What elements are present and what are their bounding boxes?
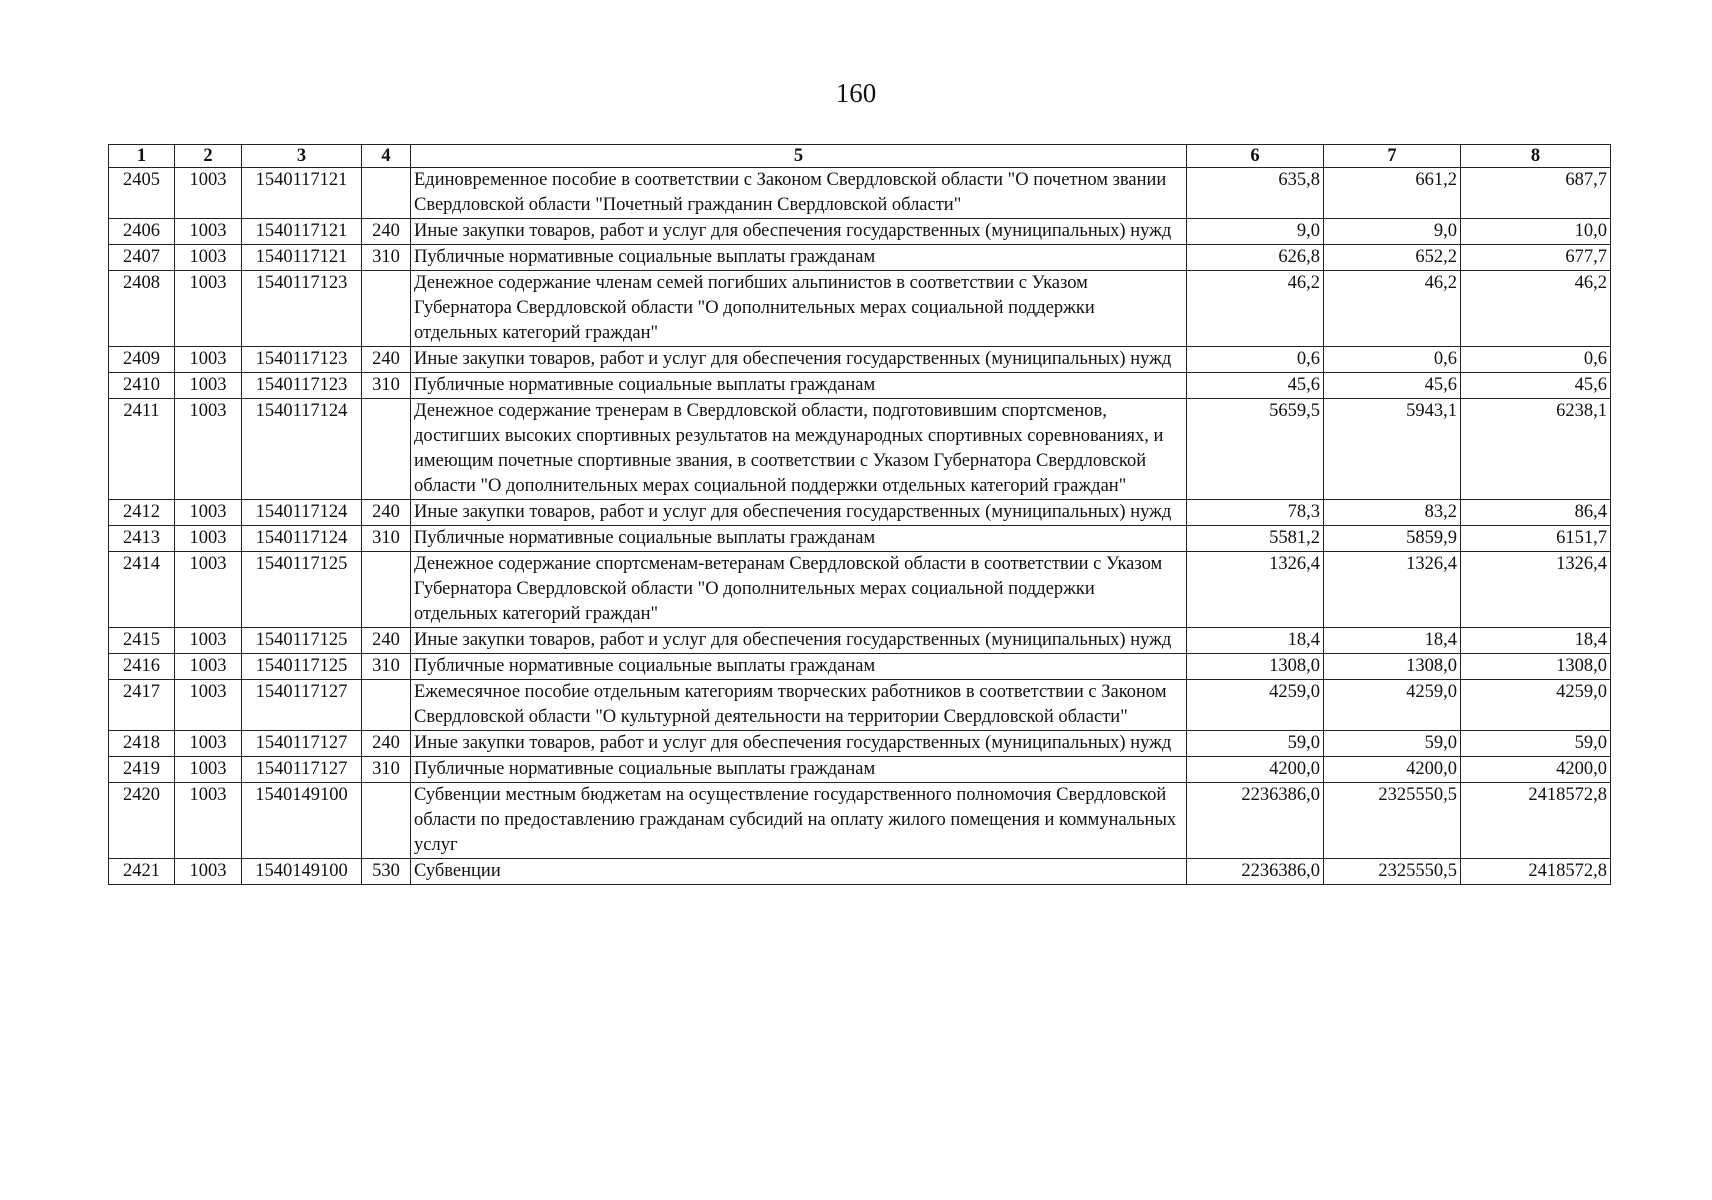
expense-type-code xyxy=(362,552,411,628)
target-code: 1540117124 xyxy=(242,500,362,526)
section-code: 1003 xyxy=(175,399,242,500)
section-code: 1003 xyxy=(175,859,242,885)
section-code: 1003 xyxy=(175,654,242,680)
expense-type-code xyxy=(362,271,411,347)
amount-col-6: 1326,4 xyxy=(1187,552,1324,628)
amount-col-6: 635,8 xyxy=(1187,168,1324,219)
row-number: 2419 xyxy=(109,757,175,783)
table-row xyxy=(109,245,1611,271)
target-code: 1540117123 xyxy=(242,347,362,373)
table-row xyxy=(109,859,1611,885)
amount-col-6: 2236386,0 xyxy=(1187,783,1324,859)
expense-type-code: 240 xyxy=(362,219,411,245)
row-description: Иные закупки товаров, работ и услуг для обеспечения государственных (муниципальных) нужд xyxy=(411,731,1187,757)
expense-type-code: 310 xyxy=(362,757,411,783)
row-number: 2406 xyxy=(109,219,175,245)
column-header: 7 xyxy=(1324,145,1461,168)
section-code: 1003 xyxy=(175,552,242,628)
amount-col-8: 45,6 xyxy=(1461,373,1611,399)
row-description: Публичные нормативные социальные выплаты гражданам xyxy=(411,245,1187,271)
expense-type-code xyxy=(362,399,411,500)
amount-col-8: 2418572,8 xyxy=(1461,783,1611,859)
expense-type-code: 240 xyxy=(362,628,411,654)
table-row xyxy=(109,783,1611,859)
amount-col-8: 6151,7 xyxy=(1461,526,1611,552)
target-code: 1540117123 xyxy=(242,271,362,347)
column-header: 2 xyxy=(175,145,242,168)
amount-col-6: 626,8 xyxy=(1187,245,1324,271)
amount-col-6: 2236386,0 xyxy=(1187,859,1324,885)
target-code: 1540117121 xyxy=(242,168,362,219)
section-code: 1003 xyxy=(175,500,242,526)
section-code: 1003 xyxy=(175,347,242,373)
amount-col-6: 5659,5 xyxy=(1187,399,1324,500)
amount-col-8: 687,7 xyxy=(1461,168,1611,219)
amount-col-8: 2418572,8 xyxy=(1461,859,1611,885)
target-code: 1540117121 xyxy=(242,245,362,271)
target-code: 1540117127 xyxy=(242,757,362,783)
amount-col-7: 4200,0 xyxy=(1324,757,1461,783)
amount-col-7: 1326,4 xyxy=(1324,552,1461,628)
section-code: 1003 xyxy=(175,783,242,859)
amount-col-6: 5581,2 xyxy=(1187,526,1324,552)
section-code: 1003 xyxy=(175,757,242,783)
row-number: 2407 xyxy=(109,245,175,271)
amount-col-8: 6238,1 xyxy=(1461,399,1611,500)
expense-type-code: 240 xyxy=(362,731,411,757)
column-header: 5 xyxy=(411,145,1187,168)
column-header: 6 xyxy=(1187,145,1324,168)
amount-col-8: 46,2 xyxy=(1461,271,1611,347)
table-row xyxy=(109,552,1611,628)
row-description: Публичные нормативные социальные выплаты гражданам xyxy=(411,373,1187,399)
amount-col-7: 59,0 xyxy=(1324,731,1461,757)
amount-col-6: 45,6 xyxy=(1187,373,1324,399)
section-code: 1003 xyxy=(175,245,242,271)
amount-col-7: 2325550,5 xyxy=(1324,783,1461,859)
table-row xyxy=(109,526,1611,552)
row-description: Иные закупки товаров, работ и услуг для обеспечения государственных (муниципальных) нужд xyxy=(411,500,1187,526)
target-code: 1540149100 xyxy=(242,783,362,859)
table-header-row xyxy=(109,145,1611,168)
row-number: 2405 xyxy=(109,168,175,219)
row-description: Иные закупки товаров, работ и услуг для обеспечения государственных (муниципальных) нужд xyxy=(411,219,1187,245)
row-number: 2417 xyxy=(109,680,175,731)
table-row xyxy=(109,347,1611,373)
row-description: Субвенции местным бюджетам на осуществление государственного полномочия Свердловской области по предоставлению гражданам субсидий на оплату жилого помещения и коммунальных услуг xyxy=(411,783,1187,859)
amount-col-8: 1308,0 xyxy=(1461,654,1611,680)
row-number: 2414 xyxy=(109,552,175,628)
amount-col-8: 86,4 xyxy=(1461,500,1611,526)
target-code: 1540117127 xyxy=(242,731,362,757)
table-row xyxy=(109,500,1611,526)
target-code: 1540117124 xyxy=(242,526,362,552)
row-description: Денежное содержание спортсменам-ветеранам Свердловской области в соответствии с Указом Губернатора Свердловской области "О дополнительных мерах социальной поддержки отдельных категорий граждан" xyxy=(411,552,1187,628)
amount-col-6: 4200,0 xyxy=(1187,757,1324,783)
amount-col-7: 46,2 xyxy=(1324,271,1461,347)
column-header: 8 xyxy=(1461,145,1611,168)
section-code: 1003 xyxy=(175,373,242,399)
row-description: Денежное содержание тренерам в Свердловской области, подготовившим спортсменов, достигших высоких спортивных результатов на международных спортивных соревнованиях, и имеющим почетные спортивные звания, в соответствии с Указом Губернатора Свердловской области "О дополнительных мерах социальной поддержки отдельных категорий граждан" xyxy=(411,399,1187,500)
amount-col-6: 78,3 xyxy=(1187,500,1324,526)
row-description: Денежное содержание членам семей погибших альпинистов в соответствии с Указом Губернатора Свердловской области "О дополнительных мерах социальной поддержки отдельных категорий граждан" xyxy=(411,271,1187,347)
row-number: 2408 xyxy=(109,271,175,347)
amount-col-8: 59,0 xyxy=(1461,731,1611,757)
row-number: 2421 xyxy=(109,859,175,885)
amount-col-7: 5859,9 xyxy=(1324,526,1461,552)
amount-col-6: 59,0 xyxy=(1187,731,1324,757)
table-row xyxy=(109,168,1611,219)
amount-col-8: 4200,0 xyxy=(1461,757,1611,783)
amount-col-7: 2325550,5 xyxy=(1324,859,1461,885)
section-code: 1003 xyxy=(175,680,242,731)
row-number: 2410 xyxy=(109,373,175,399)
amount-col-8: 18,4 xyxy=(1461,628,1611,654)
section-code: 1003 xyxy=(175,219,242,245)
row-description: Единовременное пособие в соответствии с Законом Свердловской области "О почетном звании Свердловской области "Почетный гражданин Свердловской области" xyxy=(411,168,1187,219)
amount-col-7: 0,6 xyxy=(1324,347,1461,373)
target-code: 1540149100 xyxy=(242,859,362,885)
section-code: 1003 xyxy=(175,271,242,347)
column-header: 4 xyxy=(362,145,411,168)
amount-col-8: 10,0 xyxy=(1461,219,1611,245)
amount-col-7: 5943,1 xyxy=(1324,399,1461,500)
target-code: 1540117125 xyxy=(242,654,362,680)
amount-col-7: 1308,0 xyxy=(1324,654,1461,680)
section-code: 1003 xyxy=(175,168,242,219)
expense-type-code xyxy=(362,783,411,859)
target-code: 1540117125 xyxy=(242,628,362,654)
amount-col-6: 18,4 xyxy=(1187,628,1324,654)
row-description: Иные закупки товаров, работ и услуг для обеспечения государственных (муниципальных) нужд xyxy=(411,347,1187,373)
page-number: 160 xyxy=(835,78,877,108)
row-description: Публичные нормативные социальные выплаты гражданам xyxy=(411,654,1187,680)
column-header: 1 xyxy=(109,145,175,168)
row-number: 2413 xyxy=(109,526,175,552)
target-code: 1540117121 xyxy=(242,219,362,245)
target-code: 1540117125 xyxy=(242,552,362,628)
amount-col-8: 677,7 xyxy=(1461,245,1611,271)
table-row xyxy=(109,271,1611,347)
table-row xyxy=(109,219,1611,245)
amount-col-8: 1326,4 xyxy=(1461,552,1611,628)
row-description: Ежемесячное пособие отдельным категориям творческих работников в соответствии с Законом Свердловской области "О культурной деятельности на территории Свердловской области" xyxy=(411,680,1187,731)
expense-type-code xyxy=(362,168,411,219)
table-row xyxy=(109,680,1611,731)
expense-type-code: 310 xyxy=(362,526,411,552)
target-code: 1540117123 xyxy=(242,373,362,399)
expense-type-code: 240 xyxy=(362,347,411,373)
amount-col-7: 83,2 xyxy=(1324,500,1461,526)
budget-table xyxy=(108,144,1611,885)
expense-type-code xyxy=(362,680,411,731)
amount-col-7: 652,2 xyxy=(1324,245,1461,271)
section-code: 1003 xyxy=(175,628,242,654)
expense-type-code: 310 xyxy=(362,373,411,399)
table-row xyxy=(109,654,1611,680)
amount-col-6: 0,6 xyxy=(1187,347,1324,373)
row-number: 2415 xyxy=(109,628,175,654)
expense-type-code: 310 xyxy=(362,654,411,680)
amount-col-6: 1308,0 xyxy=(1187,654,1324,680)
amount-col-6: 4259,0 xyxy=(1187,680,1324,731)
amount-col-7: 4259,0 xyxy=(1324,680,1461,731)
row-description: Субвенции xyxy=(411,859,1187,885)
row-number: 2416 xyxy=(109,654,175,680)
column-header: 3 xyxy=(242,145,362,168)
amount-col-6: 9,0 xyxy=(1187,219,1324,245)
expense-type-code: 240 xyxy=(362,500,411,526)
expense-type-code: 310 xyxy=(362,245,411,271)
amount-col-8: 0,6 xyxy=(1461,347,1611,373)
amount-col-7: 9,0 xyxy=(1324,219,1461,245)
row-description: Иные закупки товаров, работ и услуг для обеспечения государственных (муниципальных) нужд xyxy=(411,628,1187,654)
row-number: 2409 xyxy=(109,347,175,373)
amount-col-8: 4259,0 xyxy=(1461,680,1611,731)
table-row xyxy=(109,373,1611,399)
table-row xyxy=(109,628,1611,654)
expense-type-code: 530 xyxy=(362,859,411,885)
row-number: 2411 xyxy=(109,399,175,500)
table-row xyxy=(109,399,1611,500)
amount-col-7: 45,6 xyxy=(1324,373,1461,399)
row-number: 2420 xyxy=(109,783,175,859)
table-row xyxy=(109,757,1611,783)
target-code: 1540117124 xyxy=(242,399,362,500)
row-description: Публичные нормативные социальные выплаты гражданам xyxy=(411,757,1187,783)
section-code: 1003 xyxy=(175,526,242,552)
amount-col-6: 46,2 xyxy=(1187,271,1324,347)
amount-col-7: 661,2 xyxy=(1324,168,1461,219)
table-row xyxy=(109,731,1611,757)
row-description: Публичные нормативные социальные выплаты гражданам xyxy=(411,526,1187,552)
row-number: 2412 xyxy=(109,500,175,526)
target-code: 1540117127 xyxy=(242,680,362,731)
amount-col-7: 18,4 xyxy=(1324,628,1461,654)
section-code: 1003 xyxy=(175,731,242,757)
row-number: 2418 xyxy=(109,731,175,757)
